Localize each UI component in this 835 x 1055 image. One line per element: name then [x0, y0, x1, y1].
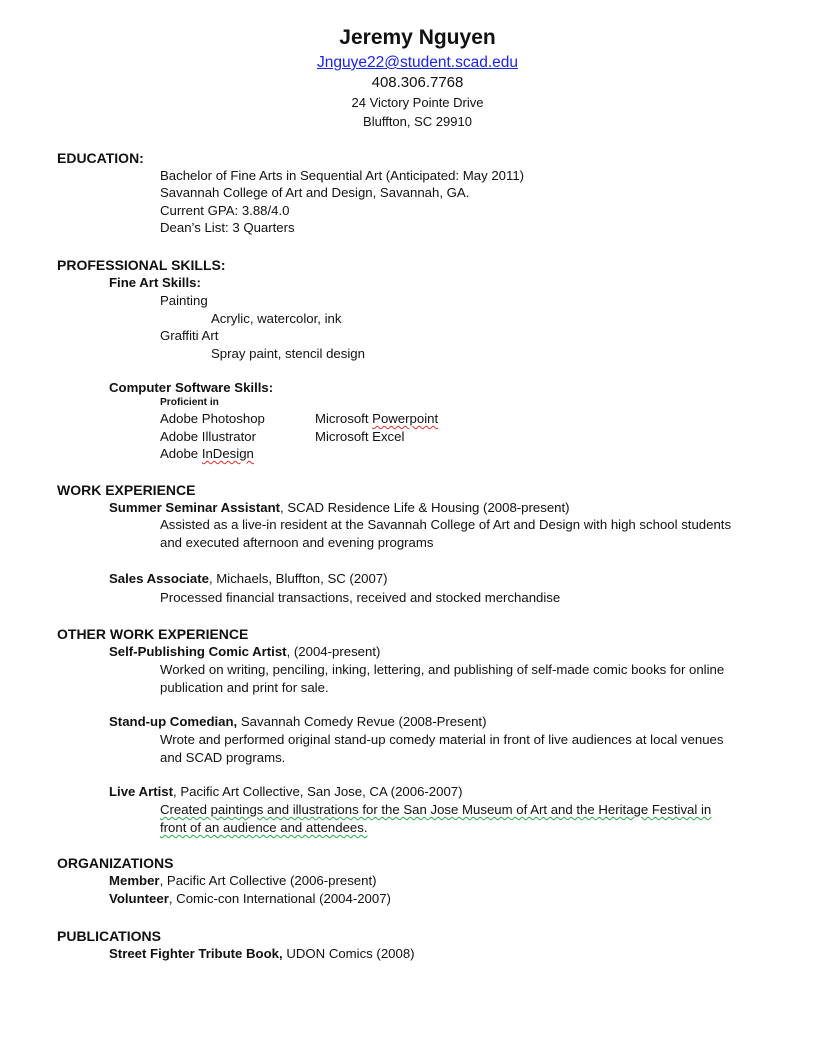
job-description: front of an audience and attendees.: [160, 820, 368, 835]
resume-name: Jeremy Nguyen: [339, 26, 496, 49]
job-description: and executed afternoon and evening programs: [160, 535, 434, 550]
organization-role: Member: [109, 873, 160, 888]
education-heading: EDUCATION:: [57, 150, 144, 166]
software-photoshop: Adobe Photoshop: [160, 411, 265, 426]
software-indesign: [160, 447, 254, 460]
skill-painting-detail: Acrylic, watercolor, ink: [211, 311, 342, 326]
education-line: Bachelor of Fine Arts in Sequential Art (Anticipated: May 2011): [160, 168, 525, 183]
work-heading: WORK EXPERIENCE: [57, 482, 196, 498]
organization-role: Volunteer: [109, 891, 169, 906]
indesign-word: InDesign: [201, 446, 254, 461]
skill-graffiti: Graffiti Art: [160, 328, 219, 343]
job-description: publication and print for sale.: [160, 680, 329, 695]
skill-graffiti-detail: Spray paint, stencil design: [211, 346, 365, 361]
job-org: Savannah Comedy Revue (2008-Present): [237, 714, 487, 729]
powerpoint-prefix: Microsoft: [315, 411, 373, 426]
job-role: Live Artist: [109, 784, 173, 799]
publication-item: [109, 947, 415, 960]
education-line: Current GPA: 3.88/4.0: [160, 203, 290, 218]
skills-heading: PROFESSIONAL SKILLS:: [57, 257, 226, 273]
job-role: Sales Associate: [109, 571, 209, 586]
job-title-line: [109, 572, 388, 585]
address-line-1: 24 Victory Pointe Drive: [351, 95, 484, 110]
software-illustrator: Adobe Illustrator: [160, 429, 257, 444]
job-org: , Pacific Art Collective, San Jose, CA (2006-2007): [173, 784, 463, 799]
job-description: Worked on writing, penciling, inking, lettering, and publishing of self-made comic books for online: [160, 662, 725, 677]
software-powerpoint: [315, 412, 438, 425]
publication-publisher: UDON Comics (2008): [282, 946, 415, 961]
job-description: Created paintings and illustrations for the San Jose Museum of Art and the Heritage Festival in: [160, 802, 712, 817]
job-description: Assisted as a live-in resident at the Savannah College of Art and Design with high school students: [160, 517, 732, 532]
job-title-line: [109, 645, 380, 658]
job-title-line: [109, 785, 463, 798]
organization-name: , Pacific Art Collective (2006-present): [159, 873, 377, 888]
email-container: [0, 55, 835, 71]
phone-number: 408.306.7768: [371, 74, 464, 91]
address-line-2: Bluffton, SC 29910: [363, 114, 472, 129]
powerpoint-word: Powerpoint: [372, 411, 439, 426]
other-work-heading: OTHER WORK EXPERIENCE: [57, 626, 249, 642]
skill-painting: Painting: [160, 293, 208, 308]
job-org: , SCAD Residence Life & Housing (2008-present): [280, 500, 570, 515]
organization-item: [109, 874, 377, 887]
job-org: , Michaels, Bluffton, SC (2007): [208, 571, 388, 586]
job-org: , (2004-present): [286, 644, 381, 659]
job-description: Wrote and performed original stand-up comedy material in front of live audiences at local venues: [160, 732, 724, 747]
organization-name: , Comic-con International (2004-2007): [168, 891, 391, 906]
education-line: Savannah College of Art and Design, Savannah, GA.: [160, 185, 470, 200]
job-description: and SCAD programs.: [160, 750, 286, 765]
job-title-line: [109, 715, 486, 728]
fine-art-skills-heading: Fine Art Skills:: [109, 275, 201, 290]
software-skills-heading: Computer Software Skills:: [109, 380, 274, 395]
organization-item: [109, 892, 391, 905]
publications-heading: PUBLICATIONS: [57, 928, 161, 944]
job-title-line: [109, 501, 570, 514]
indesign-prefix: Adobe: [160, 446, 202, 461]
software-excel: Microsoft Excel: [315, 429, 405, 444]
proficient-label: Proficient in: [160, 397, 219, 408]
organizations-heading: ORGANIZATIONS: [57, 855, 174, 871]
job-role: Stand-up Comedian,: [109, 714, 238, 729]
education-line: Dean’s List: 3 Quarters: [160, 220, 295, 235]
job-role: Self-Publishing Comic Artist: [109, 644, 287, 659]
email-link[interactable]: Jnguye22@student.scad.edu: [316, 54, 518, 71]
job-description: Processed financial transactions, received and stocked merchandise: [160, 590, 561, 605]
job-role: Summer Seminar Assistant: [109, 500, 281, 515]
publication-title: Street Fighter Tribute Book,: [109, 946, 283, 961]
